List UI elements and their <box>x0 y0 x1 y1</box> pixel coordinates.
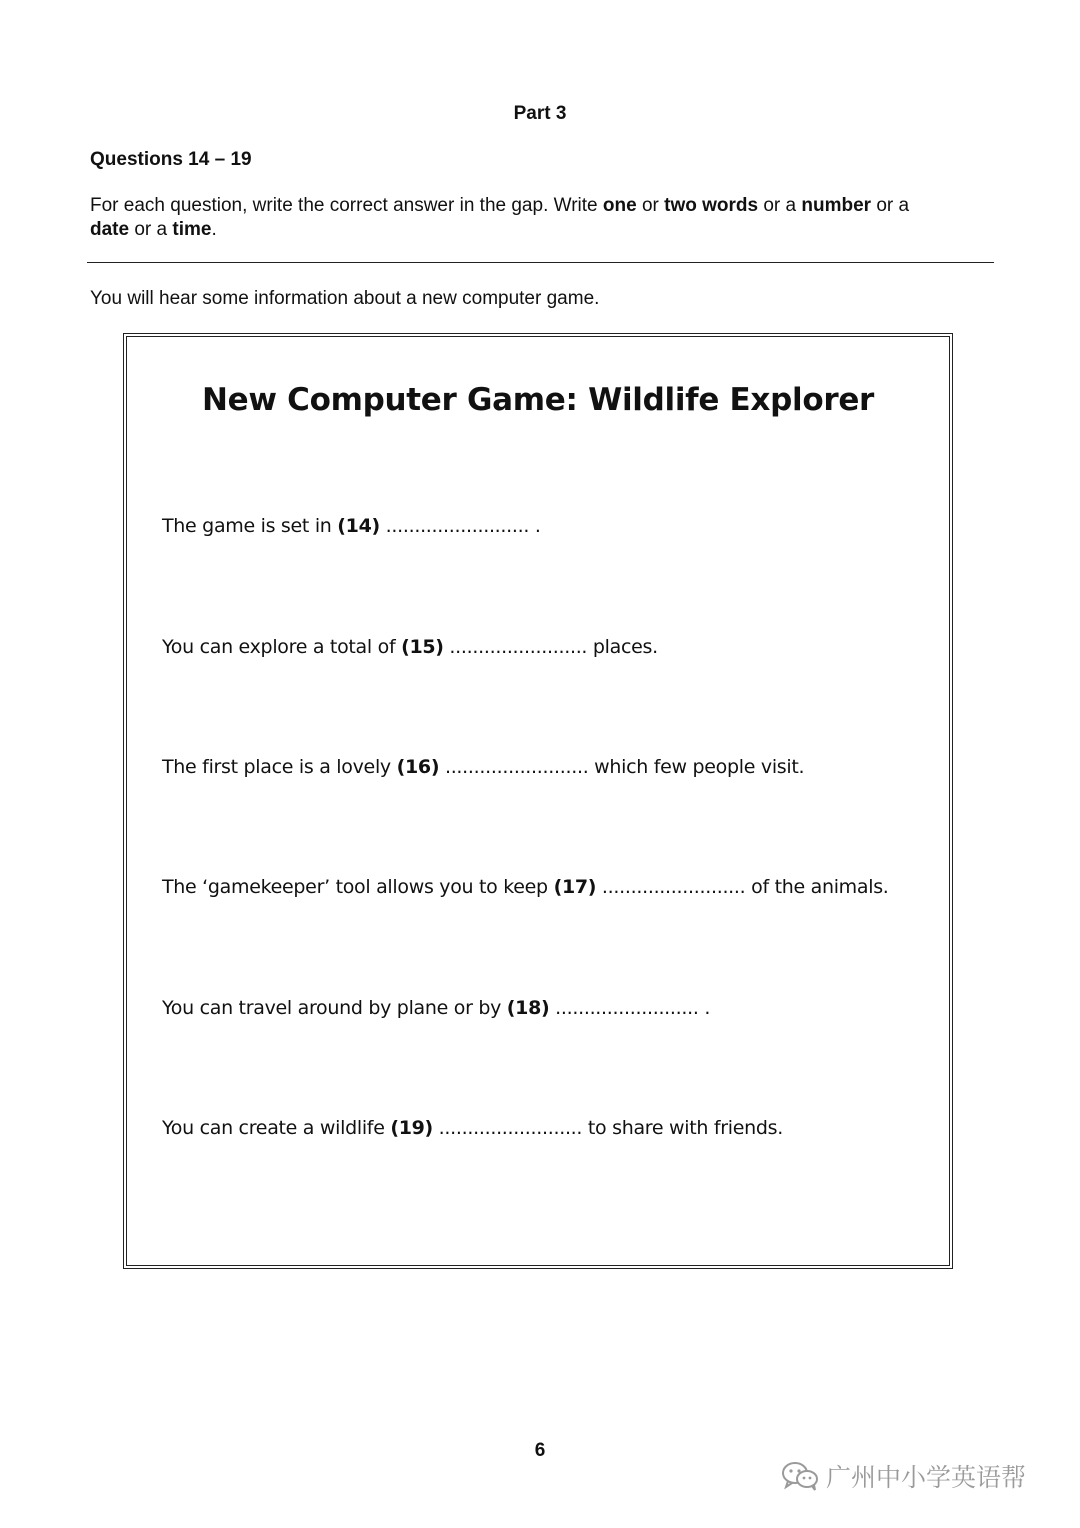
instructions-bold: number <box>801 195 872 216</box>
watermark <box>780 1458 1026 1494</box>
instructions-text: . <box>211 219 217 240</box>
wechat-icon <box>780 1460 820 1492</box>
question-item-15 <box>162 636 658 658</box>
instructions-bold: two words <box>664 195 759 216</box>
answer-gap[interactable]: ......................... which few people visit. <box>439 756 805 778</box>
question-item-17 <box>162 876 889 898</box>
questions-title: Questions 14 – 19 <box>90 149 252 170</box>
question-item-19 <box>162 1117 783 1139</box>
answer-gap[interactable]: ......................... . <box>549 997 711 1019</box>
item-text: You can explore a total of <box>162 636 402 658</box>
question-number: (15) <box>401 636 444 658</box>
question-item-16 <box>162 756 804 778</box>
instructions-text: or a <box>758 195 802 216</box>
question-number: (16) <box>396 756 440 778</box>
answer-gap[interactable]: ........................ places. <box>443 636 658 658</box>
question-item-14 <box>162 515 541 537</box>
item-text: The game is set in <box>162 515 338 537</box>
instructions-bold: one <box>602 195 637 216</box>
divider <box>87 262 994 263</box>
instructions-text: For each question, write the correct answer in the gap. Write <box>90 195 603 216</box>
item-text: The ‘gamekeeper’ tool allows you to keep <box>162 876 554 898</box>
page-number: 6 <box>534 1440 546 1461</box>
instructions-text: or <box>636 195 665 216</box>
answer-gap[interactable]: ......................... . <box>379 515 541 537</box>
intro-text: You will hear some information about a new computer game. <box>90 288 600 309</box>
instructions-bold: time <box>172 219 212 240</box>
item-text: You can create a wildlife <box>162 1117 391 1139</box>
part-title: Part 3 <box>513 103 567 124</box>
instructions-text: or a <box>871 195 910 216</box>
answer-gap[interactable]: ......................... to share with friends. <box>432 1117 783 1139</box>
box-title: New Computer Game: Wildlife Explorer <box>201 382 875 418</box>
item-text: You can travel around by plane or by <box>162 997 507 1019</box>
question-number: (17) <box>553 876 597 898</box>
question-number: (14) <box>337 515 380 537</box>
question-item-18 <box>162 997 710 1019</box>
watermark-text: 广州中小学英语帮 <box>826 1463 1027 1492</box>
item-text: The first place is a lovely <box>162 756 397 778</box>
instructions-text: or a <box>129 219 173 240</box>
answer-gap[interactable]: ......................... of the animals. <box>596 876 889 898</box>
instructions-bold: date <box>90 219 130 240</box>
question-number: (19) <box>390 1117 433 1139</box>
instructions <box>90 194 970 242</box>
question-box <box>123 333 953 1269</box>
question-number: (18) <box>506 997 550 1019</box>
